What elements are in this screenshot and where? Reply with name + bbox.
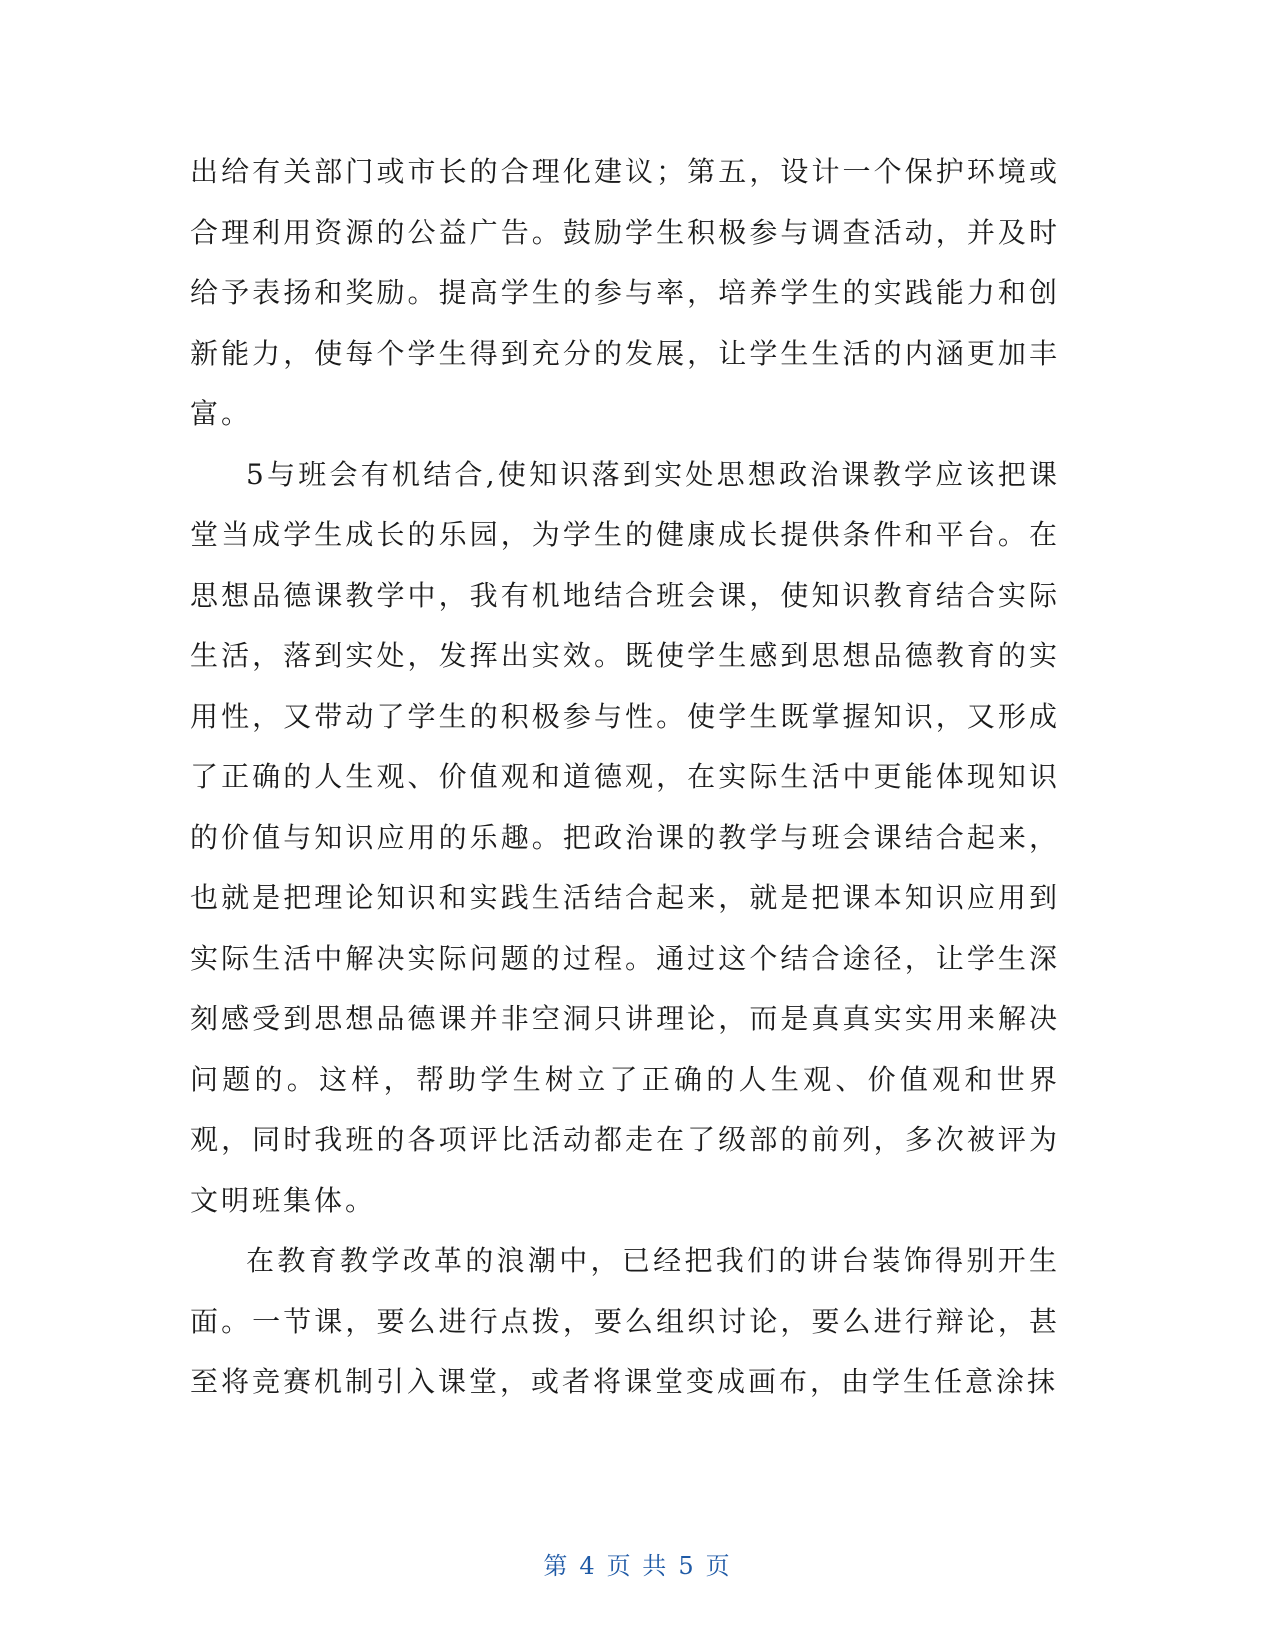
document-body	[190, 142, 1060, 1413]
footer-middle: 页 共	[606, 1552, 669, 1580]
footer-current-page: 4	[579, 1552, 597, 1580]
paragraph-continued: 出给有关部门或市长的合理化建议；第五，设计一个保护环境或合理利用资源的公益广告。鼓励学生积极参与调查活动，并及时给予表扬和奖励。提高学生的参与率，培养学生的实践能力和创新能力，使每个学生得到充分的发展，让学生生活的内涵更加丰富。	[190, 155, 1060, 430]
paragraph-class-meeting: 5与班会有机结合,使知识落到实处思想政治课教学应该把课堂当成学生成长的乐园，为学生的健康成长提供条件和平台。在思想品德课教学中，我有机地结合班会课，使知识教育结合实际生活，落到实处，发挥出实效。既使学生感到思想品德教育的实用性，又带动了学生的积极参与性。使学生既掌握知识，又形成了正确的人生观、价值观和道德观，在实际生活中更能体现知识的价值与知识应用的乐趣。把政治课的教学与班会课结合起来，也就是把理论知识和实践生活结合起来，就是把课本知识应用到实际生活中解决实际问题的过程。通过这个结合途径，让学生深刻感受到思想品德课并非空洞只讲理论，而是真真实实用来解决问题的。这样，帮助学生树立了正确的人生观、价值观和世界观，同时我班的各项评比活动都走在了级部的前列，多次被评为文明班集体。	[190, 457, 1060, 1217]
paragraph-reform: 在教育教学改革的浪潮中，已经把我们的讲台装饰得别开生面。一节课，要么进行点拨，要么组织讨论，要么进行辩论，甚至将竞赛机制引入课堂，或者将课堂变成画布，由学生任意涂抹	[190, 1244, 1060, 1398]
page-footer	[0, 1546, 1275, 1581]
footer-prefix: 第	[543, 1552, 570, 1580]
footer-suffix: 页	[705, 1552, 732, 1580]
footer-total-pages: 5	[678, 1552, 696, 1580]
